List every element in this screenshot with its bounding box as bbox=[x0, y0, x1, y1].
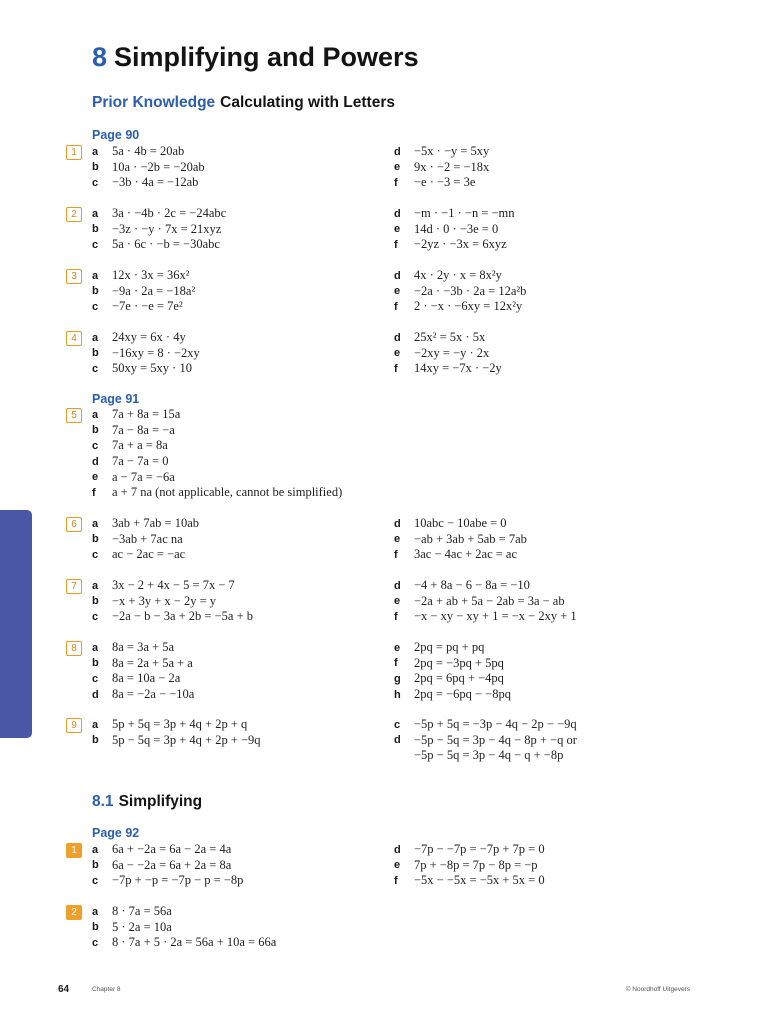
answer-row bbox=[394, 330, 502, 346]
answer-letter: b bbox=[92, 734, 99, 747]
answer-row bbox=[92, 687, 194, 703]
answer-letter: a bbox=[92, 517, 99, 530]
answer-letter: d bbox=[92, 688, 99, 701]
answer-letter: b bbox=[92, 595, 99, 608]
answer-column-right bbox=[394, 717, 577, 764]
exercise-number-badge: 3 bbox=[66, 269, 82, 284]
answer-row bbox=[394, 656, 511, 672]
exercise-number-badge: 2 bbox=[66, 207, 82, 222]
answer-expression: 8a = 10a − 2a bbox=[112, 671, 181, 686]
answer-expression: 14xy = −7x · −2y bbox=[414, 361, 502, 376]
answer-expression: 3x − 2 + 4x − 5 = 7x − 7 bbox=[112, 578, 235, 593]
exercise-number-badge: 5 bbox=[66, 408, 82, 423]
answer-letter: f bbox=[394, 610, 398, 623]
answer-column-left bbox=[92, 330, 200, 377]
answer-column-left bbox=[92, 407, 342, 501]
answer-expression: 7a + 8a = 15a bbox=[112, 407, 181, 422]
answer-row bbox=[394, 175, 489, 191]
answer-expression: −7p − −7p = −7p + 7p = 0 bbox=[414, 842, 545, 857]
answer-column-right bbox=[394, 842, 545, 889]
answer-column-left bbox=[92, 268, 195, 315]
answer-letter: b bbox=[92, 921, 99, 934]
answer-letter: c bbox=[92, 548, 99, 561]
answer-column-right bbox=[394, 206, 515, 253]
answer-letter: e bbox=[394, 285, 401, 298]
answer-row bbox=[394, 532, 527, 548]
exercise-number-badge: 1 bbox=[66, 145, 82, 160]
answer-expression: 8a = −2a − −10a bbox=[112, 687, 195, 702]
answer-row bbox=[92, 407, 342, 423]
answer-row bbox=[92, 206, 226, 222]
exercise-number-badge: 6 bbox=[66, 517, 82, 532]
answer-expression: 8a = 3a + 5a bbox=[112, 640, 174, 655]
answer-row bbox=[92, 656, 194, 672]
prior-knowledge-topic: Calculating with Letters bbox=[220, 94, 395, 111]
answer-expression: 10abc − 10abe = 0 bbox=[414, 516, 507, 531]
answer-row bbox=[92, 733, 261, 749]
answer-letter: e bbox=[394, 533, 401, 546]
answer-letter: c bbox=[92, 439, 99, 452]
answer-letter: d bbox=[394, 207, 401, 220]
answer-expression: 9x · −2 = −18x bbox=[414, 159, 490, 174]
answer-letter: c bbox=[92, 610, 99, 623]
answer-row bbox=[92, 454, 342, 470]
answer-expression: −ab + 3ab + 5ab = 7ab bbox=[414, 531, 527, 546]
answer-row bbox=[92, 268, 195, 284]
answer-expression: −5x · −y = 5xy bbox=[414, 144, 490, 159]
answer-letter: d bbox=[92, 455, 99, 468]
answer-expression: −7e · −e = 7e² bbox=[112, 299, 183, 314]
answer-letter: b bbox=[92, 533, 99, 546]
answer-column-right bbox=[394, 144, 489, 191]
answer-row bbox=[394, 640, 511, 656]
section-number: 8.1 bbox=[92, 793, 114, 810]
answer-letter: c bbox=[92, 238, 99, 251]
answer-row bbox=[394, 733, 577, 749]
page-footer bbox=[58, 984, 690, 998]
answer-column-left bbox=[92, 144, 205, 191]
answer-expression: 25x² = 5x · 5x bbox=[414, 330, 486, 345]
answer-expression: 4x · 2y · x = 8x²y bbox=[414, 268, 502, 283]
prior-knowledge-label: Prior Knowledge bbox=[92, 94, 216, 111]
answer-expression: 7a − 7a = 0 bbox=[112, 454, 169, 469]
answer-expression: 8 · 7a + 5 · 2a = 56a + 10a = 66a bbox=[112, 935, 277, 950]
answer-row bbox=[394, 144, 489, 160]
answer-row bbox=[92, 609, 253, 625]
answer-letter: d bbox=[394, 734, 401, 747]
answer-row bbox=[394, 160, 489, 176]
answer-row bbox=[92, 935, 276, 951]
answer-expression: −16xy = 8 · −2xy bbox=[112, 345, 200, 360]
answer-expression: −m · −1 · −n = −mn bbox=[414, 206, 515, 221]
footer-publisher: © Noordhoff Uitgevers bbox=[625, 986, 690, 993]
answer-row bbox=[92, 485, 342, 501]
answer-letter: a bbox=[92, 718, 99, 731]
answer-expression: 7p + −8p = 7p − 8p = −p bbox=[414, 857, 538, 872]
answer-row bbox=[92, 717, 261, 733]
answer-expression: 3ac − 4ac + 2ac = ac bbox=[414, 547, 518, 562]
answer-letter: f bbox=[92, 486, 96, 499]
exercise-number-badge: 1 bbox=[66, 843, 82, 858]
answer-column-left bbox=[92, 516, 199, 563]
answer-expression: 12x · 3x = 36x² bbox=[112, 268, 190, 283]
answer-letter: f bbox=[394, 548, 398, 561]
answer-letter: d bbox=[394, 331, 401, 344]
answer-row bbox=[394, 842, 545, 858]
answer-expression: −3b · 4a = −12ab bbox=[112, 175, 199, 190]
chapter-side-tab bbox=[0, 510, 32, 738]
answer-expression: 2pq = −6pq − −8pq bbox=[414, 687, 511, 702]
answer-letter: h bbox=[394, 688, 401, 701]
answer-row bbox=[92, 144, 205, 160]
answer-row bbox=[394, 717, 577, 733]
answer-expression: ac − 2ac = −ac bbox=[112, 547, 186, 562]
answer-expression: 2pq = pq + pq bbox=[414, 640, 485, 655]
answer-expression: 10a · −2b = −20ab bbox=[112, 159, 205, 174]
answer-row bbox=[92, 361, 200, 377]
answer-row bbox=[92, 299, 195, 315]
page-number: 64 bbox=[58, 984, 70, 995]
answer-expression: −3z · −y · 7x = 21xyz bbox=[112, 221, 222, 236]
answer-expression: 6a − −2a = 6a + 2a = 8a bbox=[112, 857, 232, 872]
answer-row bbox=[394, 268, 526, 284]
answer-row bbox=[394, 361, 502, 377]
answer-letter: f bbox=[394, 300, 398, 313]
answer-expression: −5p − 5q = 3p − 4q − 8p + −q or bbox=[414, 732, 577, 747]
exercise-number-badge: 4 bbox=[66, 331, 82, 346]
answer-expression: −9a · 2a = −18a² bbox=[112, 283, 196, 298]
answer-letter: d bbox=[394, 517, 401, 530]
answer-column-left bbox=[92, 640, 194, 702]
answer-letter: a bbox=[92, 207, 99, 220]
answer-letter: b bbox=[92, 424, 99, 437]
answer-row bbox=[394, 594, 577, 610]
answer-letter: e bbox=[394, 161, 401, 174]
answer-row bbox=[92, 346, 200, 362]
answer-letter: d bbox=[394, 269, 401, 282]
answer-expression: −2yz · −3x = 6xyz bbox=[414, 237, 507, 252]
answer-row bbox=[394, 516, 527, 532]
answer-letter: c bbox=[92, 672, 99, 685]
answer-row bbox=[92, 904, 276, 920]
answer-row bbox=[394, 609, 577, 625]
answer-row bbox=[92, 640, 194, 656]
answer-column-left bbox=[92, 904, 276, 951]
answer-row bbox=[92, 594, 253, 610]
answer-row bbox=[394, 237, 515, 253]
answer-letter: c bbox=[92, 176, 99, 189]
answer-letter: f bbox=[394, 874, 398, 887]
answer-row bbox=[92, 222, 226, 238]
answer-expression: 5p + 5q = 3p + 4q + 2p + q bbox=[112, 717, 248, 732]
answer-expression: 7a + a = 8a bbox=[112, 438, 168, 453]
answer-letter: a bbox=[92, 269, 99, 282]
answer-letter: c bbox=[92, 300, 99, 313]
answer-expression: 2 · −x · −6xy = 12x²y bbox=[414, 299, 523, 314]
answer-expression: −2a − b − 3a + 2b = −5a + b bbox=[112, 609, 253, 624]
answer-letter: e bbox=[394, 347, 401, 360]
answer-letter: d bbox=[394, 579, 401, 592]
answer-row bbox=[394, 671, 511, 687]
answer-expression: 14d · 0 · −3e = 0 bbox=[414, 221, 499, 236]
exercise-number-badge: 2 bbox=[66, 905, 82, 920]
answer-expression: −5x − −5x = −5x + 5x = 0 bbox=[414, 873, 545, 888]
answer-expression: 5a · 4b = 20ab bbox=[112, 144, 185, 159]
answer-letter: b bbox=[92, 859, 99, 872]
answer-row bbox=[92, 578, 253, 594]
chapter-number: 8 bbox=[92, 42, 108, 72]
answer-row bbox=[394, 547, 527, 563]
answer-expression: 5p − 5q = 3p + 4q + 2p + −9q bbox=[112, 732, 261, 747]
prior-knowledge-heading bbox=[92, 94, 395, 112]
answer-letter: b bbox=[92, 223, 99, 236]
answer-column-left bbox=[92, 842, 243, 889]
answer-letter: c bbox=[92, 936, 99, 949]
answer-row bbox=[92, 516, 199, 532]
answer-row bbox=[394, 346, 502, 362]
answer-expression: 50xy = 5xy · 10 bbox=[112, 361, 192, 376]
answer-expression: a − 7a = −6a bbox=[112, 469, 175, 484]
answer-letter: b bbox=[92, 285, 99, 298]
answer-row bbox=[92, 284, 195, 300]
answer-letter: a bbox=[92, 843, 99, 856]
answer-letter: a bbox=[92, 331, 99, 344]
answer-expression: −5p + 5q = −3p − 4q − 2p − −9q bbox=[414, 717, 577, 732]
answer-letter: f bbox=[394, 176, 398, 189]
answer-expression: 2pq = 6pq + −4pq bbox=[414, 671, 504, 686]
answer-row bbox=[394, 748, 577, 764]
answer-row bbox=[92, 438, 342, 454]
answer-column-right bbox=[394, 578, 577, 625]
page-label-90: Page 90 bbox=[92, 128, 140, 142]
answer-row bbox=[394, 687, 511, 703]
answer-row bbox=[92, 160, 205, 176]
answer-row bbox=[394, 578, 577, 594]
answer-letter: a bbox=[92, 905, 99, 918]
answer-row bbox=[92, 547, 199, 563]
answer-expression: −x − xy − xy + 1 = −x − 2xy + 1 bbox=[414, 609, 577, 624]
answer-row bbox=[394, 206, 515, 222]
chapter-title-text: Simplifying and Powers bbox=[114, 42, 419, 72]
answer-letter: f bbox=[394, 657, 398, 670]
answer-row bbox=[394, 299, 526, 315]
answer-row bbox=[394, 858, 545, 874]
answer-column-right bbox=[394, 268, 526, 315]
answer-row bbox=[92, 532, 199, 548]
answer-letter: c bbox=[394, 718, 401, 731]
answer-row bbox=[394, 873, 545, 889]
answer-letter: c bbox=[92, 362, 99, 375]
answer-letter: b bbox=[92, 161, 99, 174]
answer-expression: −2a · −3b · 2a = 12a²b bbox=[414, 283, 527, 298]
answer-expression: 2pq = −3pq + 5pq bbox=[414, 655, 504, 670]
answer-column-left bbox=[92, 578, 253, 625]
answer-row bbox=[92, 873, 243, 889]
answer-letter: a bbox=[92, 641, 99, 654]
answer-row bbox=[92, 671, 194, 687]
answer-letter: e bbox=[394, 595, 401, 608]
answer-letter: b bbox=[92, 347, 99, 360]
page-label-91: Page 91 bbox=[92, 392, 140, 406]
answer-row bbox=[92, 237, 226, 253]
chapter-title bbox=[92, 42, 419, 73]
section-title: Simplifying bbox=[118, 793, 203, 810]
answer-expression: 8a = 2a + 5a + a bbox=[112, 655, 193, 670]
answer-expression: −5p − 5q = 3p − 4q − q + −8p bbox=[414, 748, 564, 763]
answer-letter: a bbox=[92, 579, 99, 592]
answer-expression: 5a · 6c · −b = −30abc bbox=[112, 237, 220, 252]
answer-expression: −x + 3y + x − 2y = y bbox=[112, 593, 216, 608]
answer-row bbox=[92, 469, 342, 485]
answer-column-left bbox=[92, 717, 261, 748]
answer-row bbox=[92, 842, 243, 858]
answer-letter: b bbox=[92, 657, 99, 670]
answer-row bbox=[92, 858, 243, 874]
answer-row bbox=[92, 330, 200, 346]
answer-letter: e bbox=[394, 223, 401, 236]
answer-column-right bbox=[394, 640, 511, 702]
footer-chapter: Chapter 8 bbox=[92, 986, 121, 993]
answer-expression: −4 + 8a − 6 − 8a = −10 bbox=[414, 578, 530, 593]
answer-column-left bbox=[92, 206, 226, 253]
answer-expression: −2a + ab + 5a − 2ab = 3a − ab bbox=[414, 593, 565, 608]
answer-row bbox=[92, 920, 276, 936]
answer-expression: 5 · 2a = 10a bbox=[112, 919, 172, 934]
answer-letter: e bbox=[394, 641, 401, 654]
answer-column-right bbox=[394, 516, 527, 563]
answer-expression: 8 · 7a = 56a bbox=[112, 904, 172, 919]
exercise-number-badge: 8 bbox=[66, 641, 82, 656]
answer-letter: f bbox=[394, 362, 398, 375]
answer-row bbox=[394, 284, 526, 300]
answer-column-right bbox=[394, 330, 502, 377]
answer-letter: a bbox=[92, 408, 99, 421]
answer-expression: −e · −3 = 3e bbox=[414, 175, 476, 190]
answer-letter: d bbox=[394, 843, 401, 856]
answer-expression: −7p + −p = −7p − p = −8p bbox=[112, 873, 244, 888]
answer-row bbox=[92, 423, 342, 439]
answer-letter: e bbox=[394, 859, 401, 872]
answer-expression: −2xy = −y · 2x bbox=[414, 345, 490, 360]
answer-expression: 24xy = 6x · 4y bbox=[112, 330, 186, 345]
answer-expression: 3ab + 7ab = 10ab bbox=[112, 516, 199, 531]
answer-row bbox=[92, 175, 205, 191]
exercise-number-badge: 7 bbox=[66, 579, 82, 594]
answer-expression: 6a + −2a = 6a − 2a = 4a bbox=[112, 842, 232, 857]
exercise-number-badge: 9 bbox=[66, 718, 82, 733]
answer-letter: f bbox=[394, 238, 398, 251]
answer-expression: 7a − 8a = −a bbox=[112, 422, 175, 437]
answer-expression: a + 7 na (not applicable, cannot be simplified) bbox=[112, 485, 343, 500]
answer-letter: a bbox=[92, 145, 99, 158]
answer-letter: d bbox=[394, 145, 401, 158]
answer-letter: c bbox=[92, 874, 99, 887]
answer-row bbox=[394, 222, 515, 238]
section-heading bbox=[92, 793, 202, 811]
answer-expression: 3a · −4b · 2c = −24abc bbox=[112, 206, 227, 221]
page-label-92: Page 92 bbox=[92, 826, 140, 840]
answer-expression: −3ab + 7ac na bbox=[112, 531, 183, 546]
answer-letter: e bbox=[92, 471, 99, 484]
answer-letter: g bbox=[394, 672, 401, 685]
